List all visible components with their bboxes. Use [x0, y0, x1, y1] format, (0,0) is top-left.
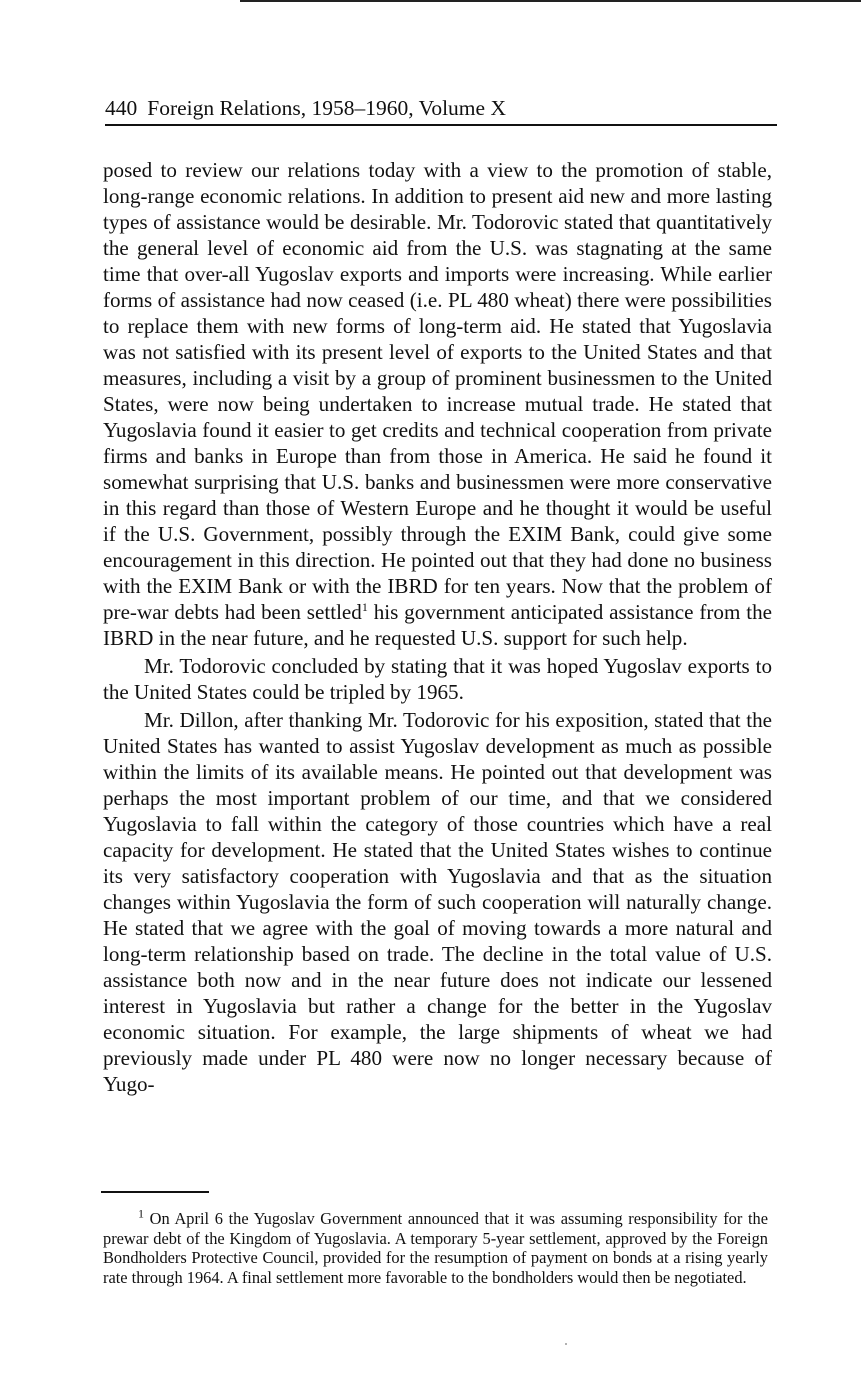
paragraph-1-part-a: posed to review our relations today with a view to the promotion of stable, long-range economic relations. In addition to present aid new and more lasting types of assistance would be desirable. Mr. Todorovic stated that quantitatively the general level of economic aid from the U.S. was stagnating at the same time that over-all Yugoslav exports and imports were increasing. While earlier forms of assistance had now ceased (i.e. PL 480 wheat) there were possibilities to replace them with new forms of long-term aid. He stated that Yugoslavia was not satisfied with its present level of exports to the United States and that measures, including a visit by a group of prominent businessmen to the United States, were now being undertaken to increase mutual trade. He stated that Yugoslavia found it easier to get credits and technical cooperation from private firms and banks in Europe than from those in America. He said he found it somewhat surprising that U.S. banks and businessmen were more conservative in this regard than those of Western Europe and he thought it would be useful if the U.S. Government, possibly through the EXIM Bank, could give some encouragement in this direction. He pointed out that they had done no business with the EXIM Bank or with the IBRD for ten years. Now that the problem of pre-war debts had been settled: [103, 158, 772, 624]
footnote-paragraph: [103, 1206, 768, 1287]
paragraph-1: [103, 157, 772, 651]
footnote-marker: 1: [138, 1206, 144, 1221]
paragraph-2: Mr. Todorovic concluded by stating that it was hoped Yugoslav exports to the United States could be tripled by 1965.: [103, 654, 772, 704]
top-edge-rule: [240, 0, 861, 2]
footnote-text: On April 6 the Yugoslav Government announced that it was assuming responsibility for the prewar debt of the Kingdom of Yugoslavia. A temporary 5-year settlement, approved by the Foreign Bondholders Protective Council, provided for the resumption of payment on bonds at a rising yearly rate through 1964. A final settlement more favorable to the bondholders would then be negotiated.: [103, 1209, 768, 1287]
running-header: [105, 94, 777, 122]
footnote-separator: [101, 1191, 209, 1193]
publication-title: Foreign Relations, 1958–1960, Volume X: [147, 96, 506, 120]
page-number: 440: [105, 96, 138, 120]
paragraph-1-part-b: his government anticipated assistance from the IBRD in the near future, and he requested U.S. support for such help.: [103, 600, 772, 650]
header-rule: [105, 124, 777, 126]
scan-speck: [565, 1343, 567, 1345]
footnote-1: [103, 1206, 768, 1287]
main-text: [103, 157, 772, 1097]
paragraph-3: Mr. Dillon, after thanking Mr. Todorovic for his exposition, stated that the United States has wanted to assist Yugoslav development as much as possible within the limits of its available means. He pointed out that development was perhaps the most important problem of our time, and that we considered Yugoslavia to fall within the category of those countries which have a real capacity for development. He stated that the United States wishes to continue its very satisfactory cooperation with Yugoslavia and that as the situation changes within Yugoslavia the form of such cooperation will naturally change. He stated that we agree with the goal of moving towards a more natural and long-term relationship based on trade. The decline in the total value of U.S. assistance both now and in the near future does not indicate our lessened interest in Yugoslavia but rather a change for the better in the Yugoslav economic situation. For example, the large shipments of wheat we had previously made under PL 480 were now no longer necessary because of Yugo-: [103, 708, 772, 1096]
footnote-reference[interactable]: 1: [361, 599, 368, 614]
